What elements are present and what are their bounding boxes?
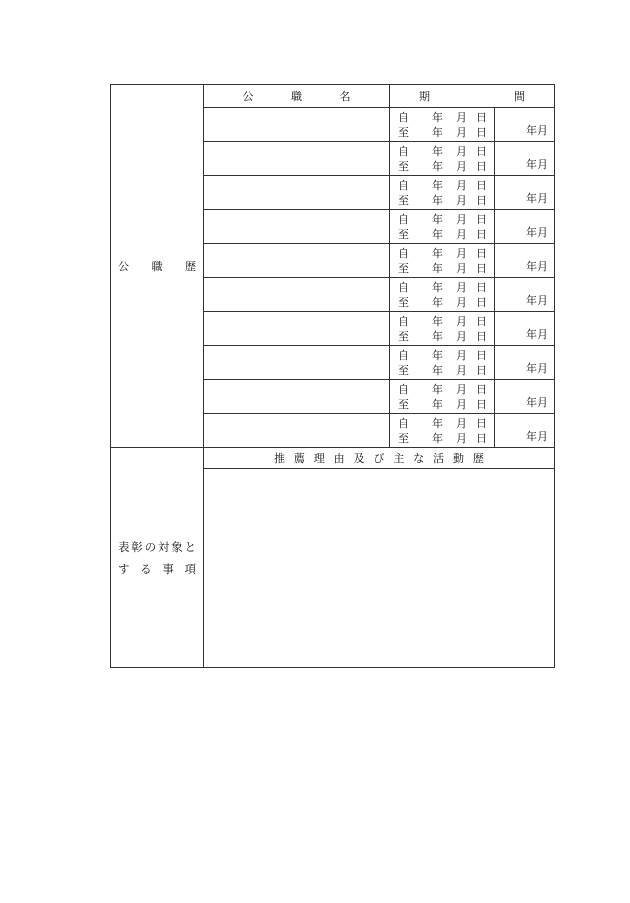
period-header: 期 間 <box>390 85 555 108</box>
period-from-line: 自 年 月 日 <box>398 314 487 328</box>
duration-label: 年 月 <box>526 226 548 239</box>
period-duration-cell[interactable] <box>495 312 555 346</box>
official-position-header: 公 職 名 <box>204 85 390 108</box>
duration-label: 年 月 <box>526 192 548 205</box>
period-to-line: 至 年 月 日 <box>398 159 487 173</box>
period-to-line: 至 年 月 日 <box>398 363 487 377</box>
recommendation-reason-header: 推 薦 理 由 及 び 主 な 活 動 歴 <box>204 448 555 469</box>
period-dates-cell[interactable] <box>390 346 495 380</box>
period-from-line: 自 年 月 日 <box>398 110 487 124</box>
duration-label: 年 月 <box>526 124 548 137</box>
period-from-line: 自 年 月 日 <box>398 416 487 430</box>
period-duration-cell[interactable] <box>495 278 555 312</box>
period-dates-cell[interactable] <box>390 176 495 210</box>
official-position-input[interactable] <box>204 244 390 278</box>
official-career-label: 公 職 歴 <box>118 260 196 273</box>
official-position-input[interactable] <box>204 142 390 176</box>
official-position-input[interactable] <box>204 278 390 312</box>
period-to-line: 至 年 月 日 <box>398 261 487 275</box>
period-dates-cell[interactable] <box>390 414 495 448</box>
period-to-line: 至 年 月 日 <box>398 397 487 411</box>
period-dates-cell[interactable] <box>390 380 495 414</box>
period-dates-cell[interactable] <box>390 312 495 346</box>
recommendation-reason-input[interactable] <box>204 469 555 668</box>
period-duration-cell[interactable] <box>495 414 555 448</box>
duration-label: 年 月 <box>526 362 548 375</box>
period-to-line: 至 年 月 日 <box>398 227 487 241</box>
period-to-line: 至 年 月 日 <box>398 193 487 207</box>
duration-label: 年 月 <box>526 294 548 307</box>
duration-label: 年 月 <box>526 158 548 171</box>
duration-label: 年 月 <box>526 396 548 409</box>
period-dates-cell[interactable] <box>390 278 495 312</box>
period-dates-cell[interactable] <box>390 244 495 278</box>
official-position-input[interactable] <box>204 210 390 244</box>
official-position-input[interactable] <box>204 414 390 448</box>
period-duration-cell[interactable] <box>495 142 555 176</box>
period-duration-cell[interactable] <box>495 244 555 278</box>
period-duration-cell[interactable] <box>495 108 555 142</box>
official-career-form <box>110 84 555 668</box>
period-dates-cell[interactable] <box>390 210 495 244</box>
official-position-input[interactable] <box>204 346 390 380</box>
official-position-input[interactable] <box>204 108 390 142</box>
official-position-input[interactable] <box>204 312 390 346</box>
period-to-line: 至 年 月 日 <box>398 125 487 139</box>
period-duration-cell[interactable] <box>495 346 555 380</box>
period-from-line: 自 年 月 日 <box>398 246 487 260</box>
duration-label: 年 月 <box>526 430 548 443</box>
award-subject-label-cell <box>111 448 204 668</box>
official-career-label-cell <box>111 85 204 448</box>
official-position-input[interactable] <box>204 176 390 210</box>
duration-label: 年 月 <box>526 328 548 341</box>
period-to-line: 至 年 月 日 <box>398 295 487 309</box>
period-from-line: 自 年 月 日 <box>398 280 487 294</box>
period-from-line: 自 年 月 日 <box>398 348 487 362</box>
period-dates-cell[interactable] <box>390 108 495 142</box>
period-from-line: 自 年 月 日 <box>398 212 487 226</box>
period-from-line: 自 年 月 日 <box>398 382 487 396</box>
period-dates-cell[interactable] <box>390 142 495 176</box>
award-subject-label-line1: 表 彰 の 対 象 と <box>118 539 196 554</box>
period-to-line: 至 年 月 日 <box>398 431 487 445</box>
period-duration-cell[interactable] <box>495 380 555 414</box>
period-duration-cell[interactable] <box>495 210 555 244</box>
award-subject-label-line2: す る 事 項 <box>118 561 196 576</box>
duration-label: 年 月 <box>526 260 548 273</box>
period-to-line: 至 年 月 日 <box>398 329 487 343</box>
period-from-line: 自 年 月 日 <box>398 144 487 158</box>
period-duration-cell[interactable] <box>495 176 555 210</box>
period-from-line: 自 年 月 日 <box>398 178 487 192</box>
official-position-input[interactable] <box>204 380 390 414</box>
